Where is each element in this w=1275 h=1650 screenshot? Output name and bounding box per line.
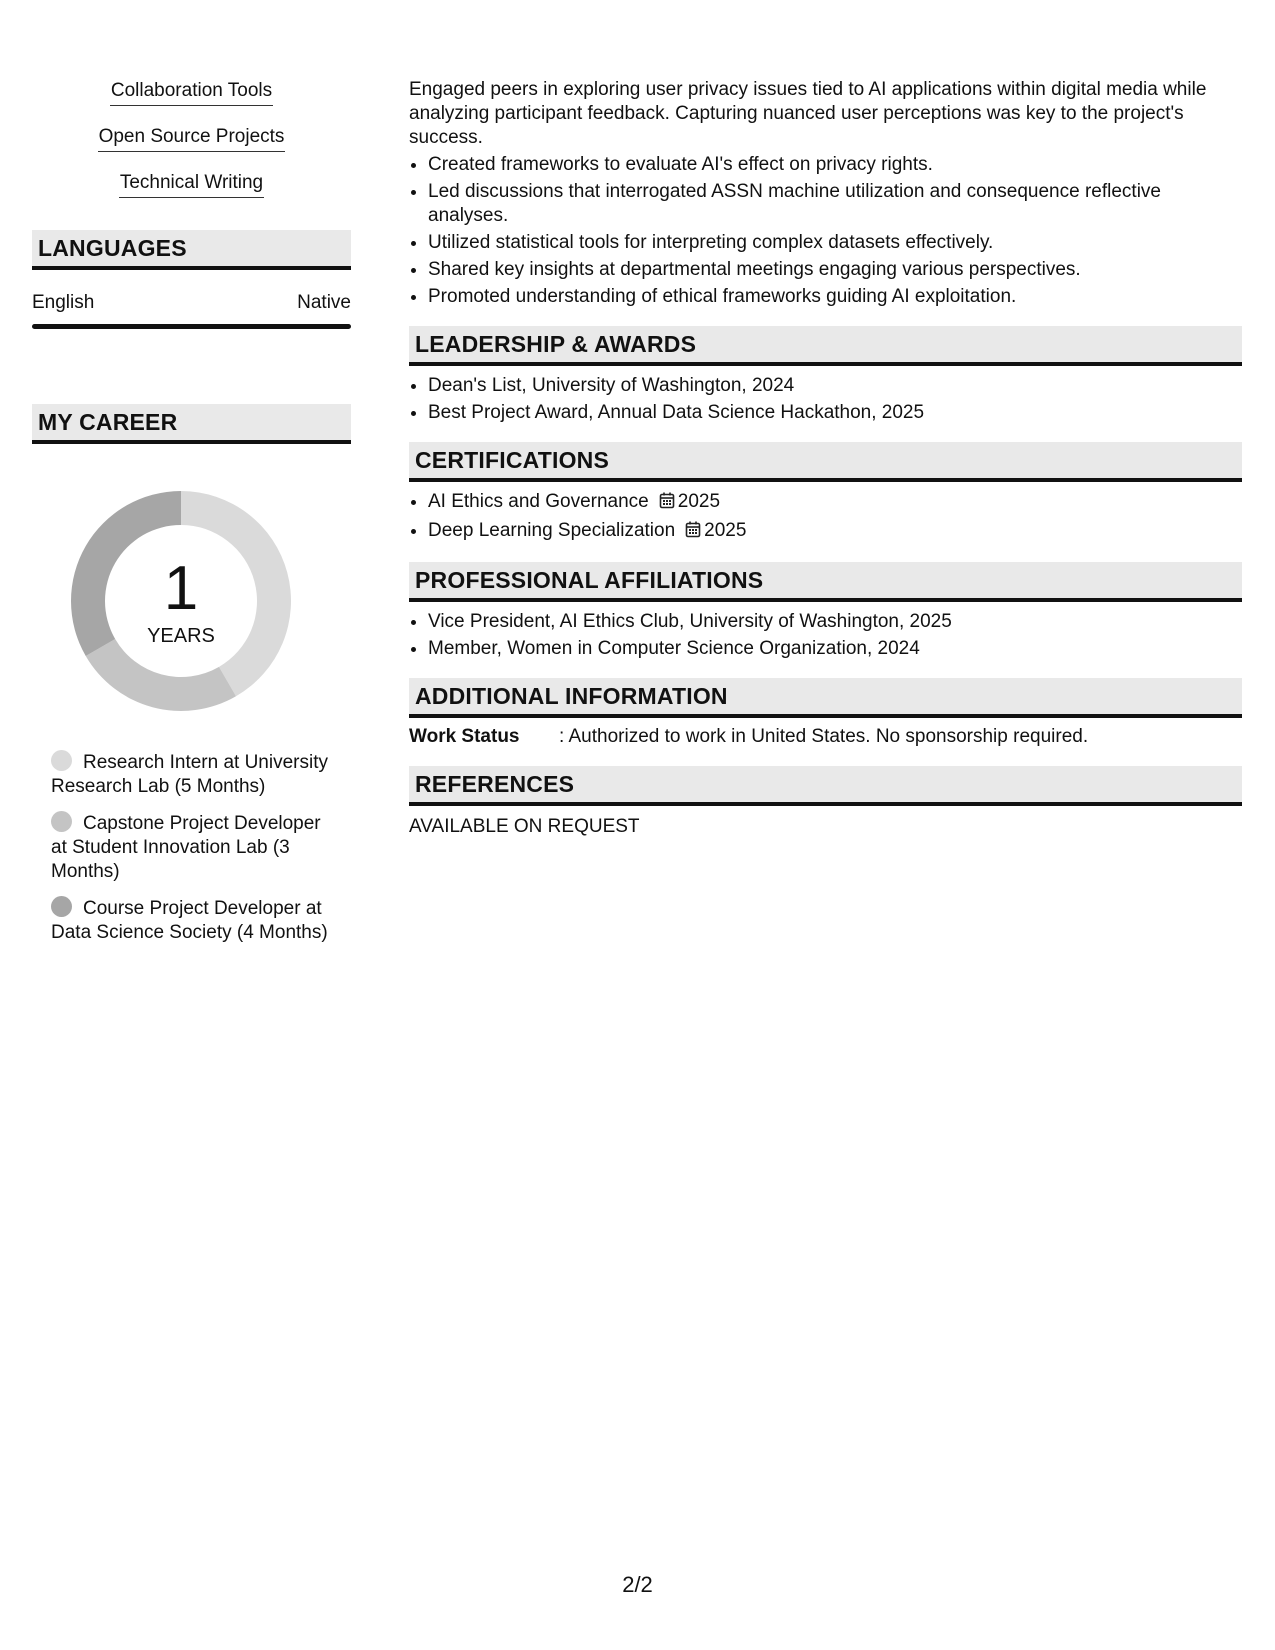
- skill-label: Open Source Projects: [98, 124, 286, 152]
- certification-item: [428, 490, 1242, 516]
- career-legend-item: [51, 750, 331, 799]
- career-legend-item: [51, 811, 331, 884]
- experience-bullet: • Promoted understanding of ethical frameworks guiding AI exploitation.: [428, 285, 1242, 309]
- language-level: Native: [297, 292, 351, 313]
- affiliation-item: • Vice President, AI Ethics Club, University of Washington, 2025: [428, 610, 1242, 634]
- certification-name: AI Ethics and Governance: [428, 491, 649, 512]
- leadership-item: • Best Project Award, Annual Data Science Hackathon, 2025: [428, 401, 1242, 425]
- experience-intro: Engaged peers in exploring user privacy issues tied to AI applications within digital media while analyzing participant feedback. Capturing nuanced user perceptions was key to the project's success.: [409, 79, 1207, 148]
- donut-center: [66, 486, 296, 716]
- certification-item: [428, 519, 1242, 545]
- right-column: [409, 78, 1242, 839]
- experience-bullet: • Created frameworks to evaluate AI's effect on privacy rights.: [428, 153, 1242, 177]
- languages-section: [32, 230, 351, 329]
- language-level-bar: [32, 324, 351, 329]
- left-column: [32, 78, 351, 957]
- career-legend-item: [51, 896, 331, 945]
- legend-dot: [51, 811, 72, 832]
- certification-name: Deep Learning Specialization: [428, 520, 676, 541]
- skill-item: [32, 170, 351, 198]
- language-name: English: [32, 292, 95, 313]
- work-status-value: : Authorized to work in United States. No sponsorship required.: [559, 726, 1089, 747]
- calendar-icon: [685, 521, 701, 545]
- legend-dot: [51, 896, 72, 917]
- work-status-label: Work Status: [409, 726, 520, 747]
- additional-info-heading: ADDITIONAL INFORMATION: [409, 678, 1242, 718]
- affiliations-heading: PROFESSIONAL AFFILIATIONS: [409, 562, 1242, 602]
- legend-dot: [51, 750, 72, 771]
- career-donut-chart: [66, 486, 296, 716]
- skill-item: [32, 78, 351, 106]
- leadership-heading: LEADERSHIP & AWARDS: [409, 326, 1242, 366]
- affiliations-section: [409, 562, 1242, 661]
- leadership-section: [409, 326, 1242, 425]
- page-number: 2/2: [622, 1572, 653, 1597]
- skills-list: [32, 78, 351, 198]
- certifications-list: [409, 490, 1242, 545]
- career-section: [32, 404, 351, 945]
- languages-heading: LANGUAGES: [32, 230, 351, 270]
- affiliations-list: [409, 610, 1242, 661]
- career-legend-label: Capstone Project Developer at Student Innovation Lab (3 Months): [51, 813, 321, 882]
- certifications-heading: CERTIFICATIONS: [409, 442, 1242, 482]
- career-legend: [51, 750, 331, 945]
- experience-bullet: • Shared key insights at departmental meetings engaging various perspectives.: [428, 258, 1242, 282]
- certification-year: 2025: [677, 491, 721, 512]
- experience-bullet: • Led discussions that interrogated ASSN machine utilization and consequence reflective analyses.: [428, 180, 1242, 228]
- career-total: 1: [163, 554, 199, 623]
- leadership-item: • Dean's List, University of Washington, 2024: [428, 374, 1242, 398]
- experience-bullets: [409, 153, 1242, 309]
- affiliation-item: • Member, Women in Computer Science Organization, 2024: [428, 637, 1242, 661]
- skill-label: Collaboration Tools: [110, 78, 273, 106]
- career-unit: YEARS: [147, 625, 215, 647]
- experience-entry: [409, 78, 1242, 309]
- career-legend-label: Course Project Developer at Data Science Society (4 Months): [51, 898, 328, 943]
- additional-info-section: [409, 678, 1242, 749]
- references-section: [409, 766, 1242, 839]
- skill-label: Technical Writing: [119, 170, 264, 198]
- certification-year: 2025: [704, 520, 747, 541]
- references-heading: REFERENCES: [409, 766, 1242, 806]
- references-text: AVAILABLE ON REQUEST: [409, 816, 640, 837]
- career-heading: MY CAREER: [32, 404, 351, 444]
- work-status-row: [409, 725, 1242, 749]
- career-legend-label: Research Intern at University Research Lab (5 Months): [51, 752, 328, 797]
- language-row: [32, 290, 351, 316]
- leadership-list: [409, 374, 1242, 425]
- experience-bullet: • Utilized statistical tools for interpreting complex datasets effectively.: [428, 231, 1242, 255]
- certifications-section: [409, 442, 1242, 545]
- skill-item: [32, 124, 351, 152]
- calendar-icon: [659, 492, 675, 516]
